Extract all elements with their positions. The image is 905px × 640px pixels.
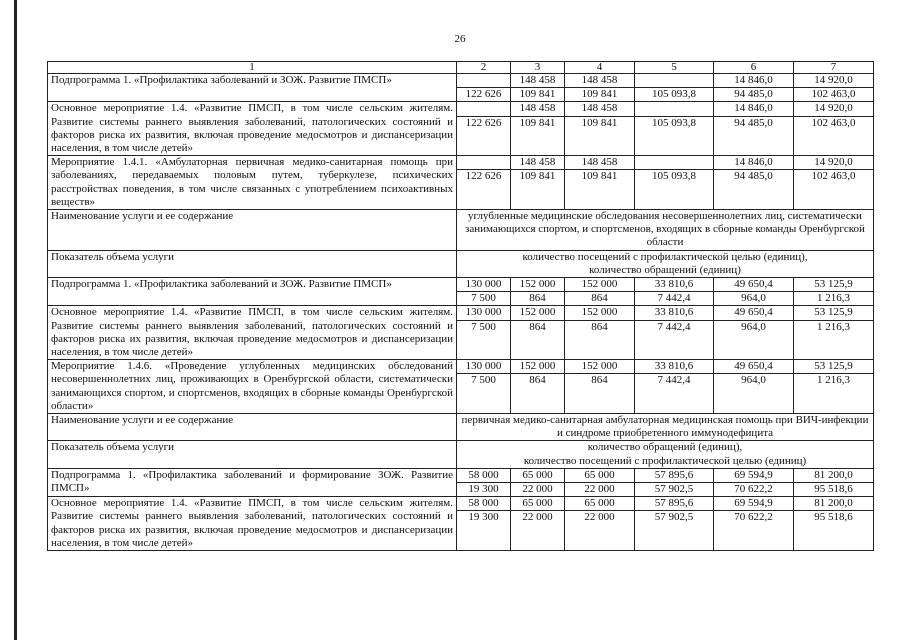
service-name-value: первичная медико-санитарная амбулаторная медицинская помощь при ВИЧ-инфекции и синдроме приобретенного иммунодефицита bbox=[457, 413, 874, 440]
row-description: Мероприятие 1.4.6. «Проведение углубленных медицинских обследований несовершеннолетних лиц, проживающих в Оренбургской области, систематически занимающихся спортом, и спортсменов, входящих в сборные команды Оренбургской области» bbox=[48, 360, 457, 414]
service-name-row bbox=[48, 413, 874, 440]
value-cell: 65 000 22 000 bbox=[511, 497, 565, 551]
column-header: 5 bbox=[635, 62, 714, 74]
value-cell: 148 458 109 841 bbox=[511, 74, 565, 102]
row-description: Подпрограмма 1. «Профилактика заболеваний и формирование ЗОЖ. Развитие ПМСП» bbox=[48, 468, 457, 496]
value-cell: 148 458 109 841 bbox=[511, 156, 565, 210]
value-cell: 130 000 7 500 bbox=[457, 306, 511, 360]
value-cell: 130 000 7 500 bbox=[457, 360, 511, 414]
value-cell: 148 458 109 841 bbox=[565, 102, 635, 156]
page-number: 26 bbox=[454, 33, 466, 45]
value-cell: 122 626 bbox=[457, 156, 511, 210]
value-cell: 69 594,9 70 622,2 bbox=[714, 468, 794, 496]
row-description: Подпрограмма 1. «Профилактика заболеваний и ЗОЖ. Развитие ПМСП» bbox=[48, 74, 457, 102]
value-cell: 65 000 22 000 bbox=[511, 468, 565, 496]
program-indicators-table bbox=[47, 61, 874, 551]
value-cell: 122 626 bbox=[457, 74, 511, 102]
value-cell: 33 810,6 7 442,4 bbox=[635, 277, 714, 305]
value-cell: 105 093,8 bbox=[635, 102, 714, 156]
value-cell: 33 810,6 7 442,4 bbox=[635, 306, 714, 360]
column-header: 7 bbox=[794, 62, 874, 74]
value-cell: 14 846,0 94 485,0 bbox=[714, 102, 794, 156]
volume-indicator-row bbox=[48, 250, 874, 277]
value-cell: 81 200,0 95 518,6 bbox=[794, 497, 874, 551]
table-row bbox=[48, 497, 874, 551]
value-cell: 69 594,9 70 622,2 bbox=[714, 497, 794, 551]
value-cell: 152 000 864 bbox=[511, 277, 565, 305]
table-row bbox=[48, 277, 874, 305]
value-cell: 33 810,6 7 442,4 bbox=[635, 360, 714, 414]
value-cell: 148 458 109 841 bbox=[511, 102, 565, 156]
value-cell: 81 200,0 95 518,6 bbox=[794, 468, 874, 496]
value-cell: 14 846,0 94 485,0 bbox=[714, 74, 794, 102]
value-cell: 58 000 19 300 bbox=[457, 468, 511, 496]
value-cell: 152 000 864 bbox=[565, 360, 635, 414]
column-header: 3 bbox=[511, 62, 565, 74]
value-cell: 65 000 22 000 bbox=[565, 497, 635, 551]
column-header: 2 bbox=[457, 62, 511, 74]
value-cell: 148 458 109 841 bbox=[565, 156, 635, 210]
value-cell: 122 626 bbox=[457, 102, 511, 156]
value-cell: 148 458 109 841 bbox=[565, 74, 635, 102]
service-name-label: Наименование услуги и ее содержание bbox=[48, 413, 457, 440]
row-description: Основное мероприятие 1.4. «Развитие ПМСП, в том числе сельским жителям. Развитие системы раннего выявления заболеваний, патологических состояний и факторов риска их развития, включая проведение медосмотров и диспансеризации населения, в том числе детей» bbox=[48, 306, 457, 360]
service-name-row bbox=[48, 210, 874, 251]
value-cell: 14 920,0 102 463,0 bbox=[794, 74, 874, 102]
value-cell: 49 650,4 964,0 bbox=[714, 277, 794, 305]
volume-indicator-label: Показатель объема услуги bbox=[48, 441, 457, 468]
page-edge-line bbox=[14, 0, 17, 640]
column-header: 6 bbox=[714, 62, 794, 74]
value-cell: 57 895,6 57 902,5 bbox=[635, 468, 714, 496]
value-cell: 53 125,9 1 216,3 bbox=[794, 277, 874, 305]
volume-indicator-row bbox=[48, 441, 874, 468]
column-header: 4 bbox=[565, 62, 635, 74]
column-header: 1 bbox=[48, 62, 457, 74]
column-number-row bbox=[48, 62, 874, 74]
row-description: Подпрограмма 1. «Профилактика заболеваний и ЗОЖ. Развитие ПМСП» bbox=[48, 277, 457, 305]
value-cell: 105 093,8 bbox=[635, 156, 714, 210]
value-cell: 130 000 7 500 bbox=[457, 277, 511, 305]
row-description: Мероприятие 1.4.1. «Амбулаторная первичная медико-санитарная помощь при заболеваниях, передаваемых половым путем, туберкулезе, психических расстройствах поведения, в том числе связанных с употреблением психоактивных веществ» bbox=[48, 156, 457, 210]
table-row bbox=[48, 468, 874, 496]
row-description: Основное мероприятие 1.4. «Развитие ПМСП, в том числе сельским жителям. Развитие системы раннего выявления заболеваний, патологических состояний и факторов риска их развития, включая проведение медосмотров и диспансеризации населения, в том числе детей» bbox=[48, 102, 457, 156]
volume-indicator-label: Показатель объема услуги bbox=[48, 250, 457, 277]
value-cell: 152 000 864 bbox=[511, 306, 565, 360]
value-cell: 14 920,0 102 463,0 bbox=[794, 156, 874, 210]
value-cell: 53 125,9 1 216,3 bbox=[794, 306, 874, 360]
table-row bbox=[48, 102, 874, 156]
value-cell: 49 650,4 964,0 bbox=[714, 306, 794, 360]
volume-indicator-value: количество обращений (единиц), количество посещений с профилактической целью (единиц) bbox=[457, 441, 874, 468]
value-cell: 58 000 19 300 bbox=[457, 497, 511, 551]
table-row bbox=[48, 156, 874, 210]
value-cell: 14 920,0 102 463,0 bbox=[794, 102, 874, 156]
value-cell: 152 000 864 bbox=[565, 306, 635, 360]
value-cell: 152 000 864 bbox=[511, 360, 565, 414]
value-cell: 49 650,4 964,0 bbox=[714, 360, 794, 414]
table-row bbox=[48, 360, 874, 414]
row-description: Основное мероприятие 1.4. «Развитие ПМСП, в том числе сельским жителям. Развитие системы раннего выявления заболеваний, патологических состояний и факторов риска их развития, включая проведение медосмотров и диспансеризации населения, в том числе детей» bbox=[48, 497, 457, 551]
table-row bbox=[48, 306, 874, 360]
table-row bbox=[48, 74, 874, 102]
service-name-label: Наименование услуги и ее содержание bbox=[48, 210, 457, 251]
volume-indicator-value: количество посещений с профилактической целью (единиц), количество обращений (единиц) bbox=[457, 250, 874, 277]
value-cell: 105 093,8 bbox=[635, 74, 714, 102]
service-name-value: углубленные медицинские обследования несовершеннолетних лиц, систематически занимающихся спортом, и спортсменов, входящих в сборные команды Оренбургской области bbox=[457, 210, 874, 251]
value-cell: 152 000 864 bbox=[565, 277, 635, 305]
value-cell: 53 125,9 1 216,3 bbox=[794, 360, 874, 414]
value-cell: 57 895,6 57 902,5 bbox=[635, 497, 714, 551]
value-cell: 14 846,0 94 485,0 bbox=[714, 156, 794, 210]
value-cell: 65 000 22 000 bbox=[565, 468, 635, 496]
